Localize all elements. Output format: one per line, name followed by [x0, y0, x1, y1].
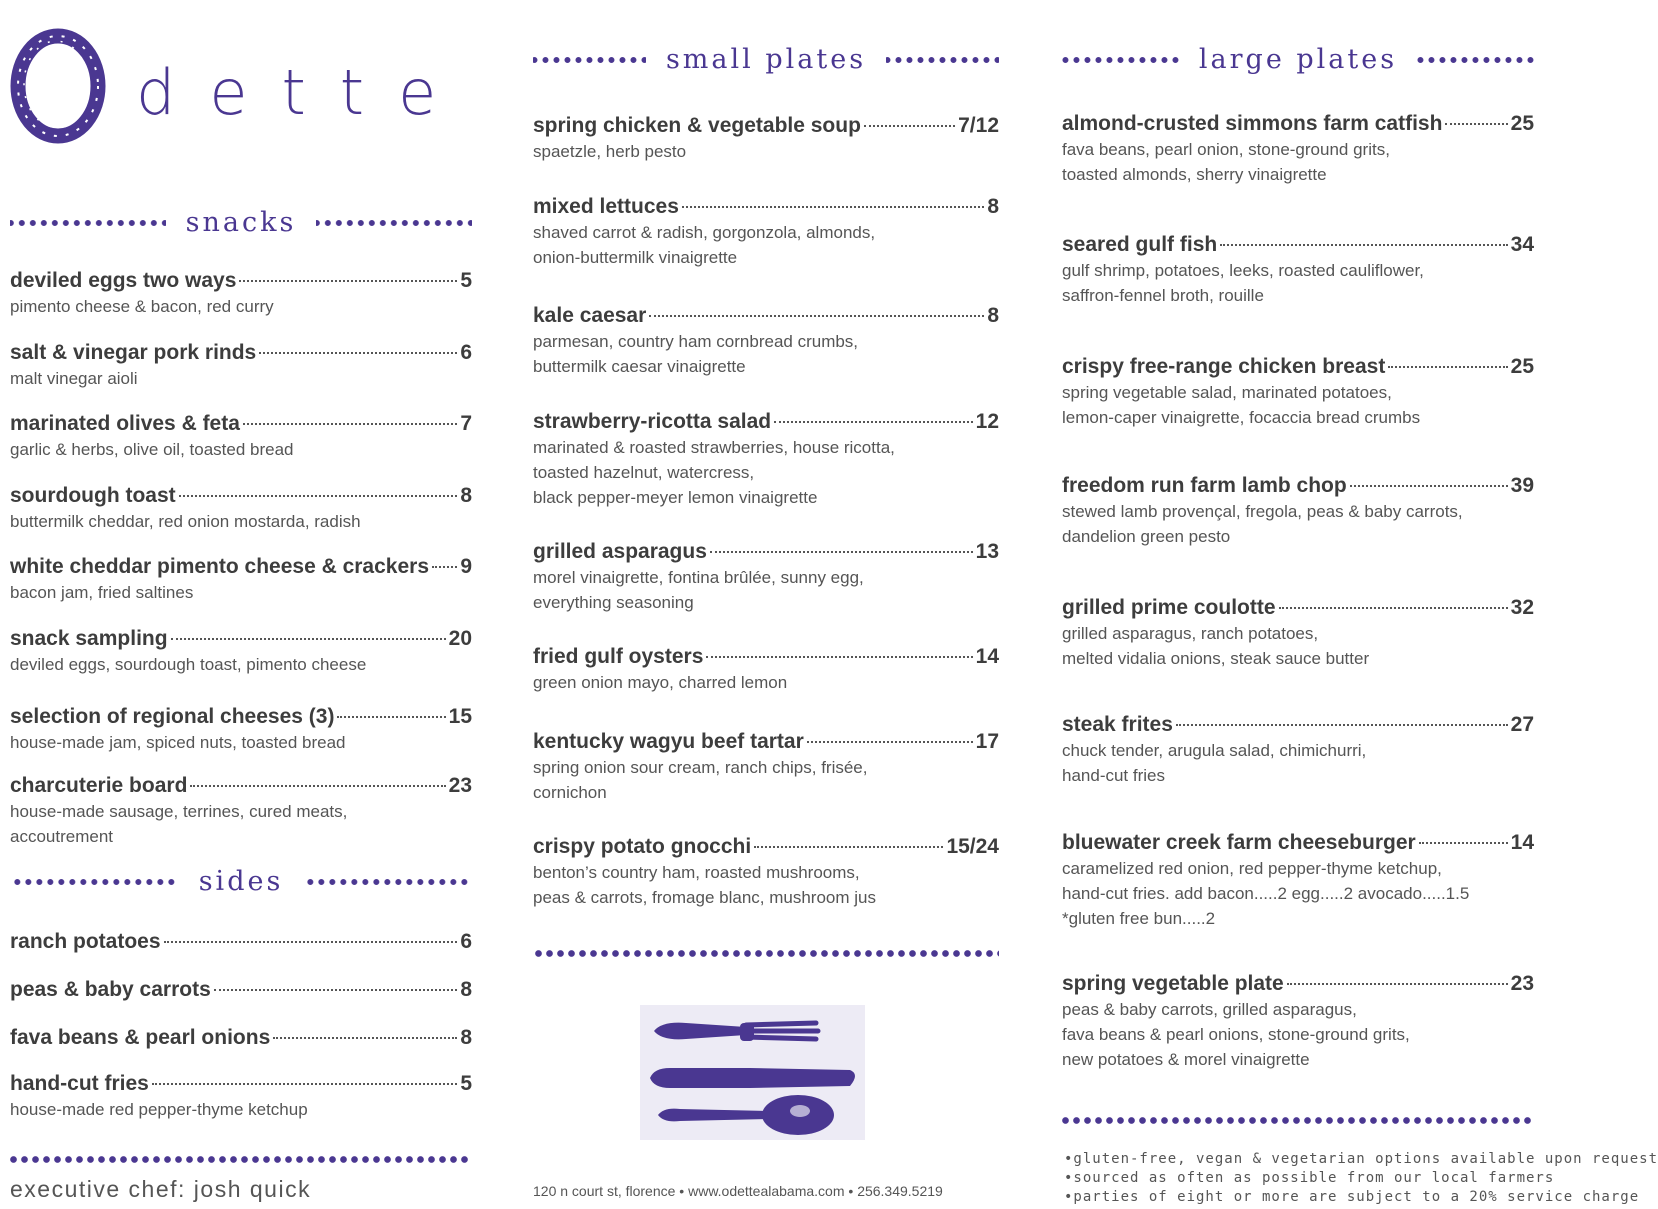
- item-name: fava beans & pearl onions: [10, 1026, 271, 1049]
- item-name: peas & baby carrots: [10, 978, 211, 1001]
- menu-item: [1062, 473, 1534, 549]
- item-desc: everything seasoning: [533, 593, 694, 612]
- menu-item: [533, 539, 999, 615]
- section-title: small plates: [665, 44, 867, 75]
- sides-header: [10, 866, 472, 897]
- item-desc: caramelized red onion, red pepper-thyme ketchup,: [1062, 859, 1442, 878]
- item-desc: black pepper-meyer lemon vinaigrette: [533, 488, 818, 507]
- item-name: bluewater creek farm cheeseburger: [1062, 831, 1416, 854]
- large-plates-header: [1062, 44, 1534, 75]
- item-name: kentucky wagyu beef tartar: [533, 730, 804, 753]
- item-desc: shaved carrot & radish, gorgonzola, almonds,: [533, 223, 876, 242]
- menu-item: [533, 113, 999, 164]
- section-title: sides: [198, 866, 284, 897]
- item-desc: peas & baby carrots, grilled asparagus,: [1062, 1000, 1357, 1019]
- item-desc: malt vinegar aioli: [10, 369, 138, 388]
- item-name: white cheddar pimento cheese & crackers: [10, 555, 430, 578]
- menu-item: [1062, 232, 1534, 308]
- dot-rule: [10, 219, 166, 227]
- item-price: 23: [448, 774, 472, 797]
- menu-item: [533, 644, 999, 695]
- item-name: charcuterie board: [10, 774, 188, 797]
- dot-rule: [886, 56, 999, 64]
- item-desc: parmesan, country ham cornbread crumbs,: [533, 332, 859, 351]
- note-line: •gluten-free, vegan & vegetarian options available upon request: [1064, 1151, 1658, 1167]
- dot-rule: [1417, 56, 1534, 64]
- utensils-stamp-icon: [640, 1005, 865, 1140]
- item-desc: fava beans, pearl onion, stone-ground grits,: [1062, 140, 1390, 159]
- menu-item: [10, 340, 472, 391]
- item-desc: saffron-fennel broth, rouille: [1062, 286, 1264, 305]
- item-name: grilled asparagus: [533, 540, 707, 563]
- item-name: spring vegetable plate: [1062, 972, 1284, 995]
- note-line: •parties of eight or more are subject to a 20% service charge: [1064, 1189, 1640, 1205]
- item-desc: *gluten free bun.....2: [1062, 909, 1216, 928]
- item-desc: stewed lamb provençal, fregola, peas & baby carrots,: [1062, 502, 1463, 521]
- item-name: almond-crusted simmons farm catfish: [1062, 112, 1443, 135]
- item-price: 23: [1510, 972, 1534, 995]
- item-price: 7/12: [958, 114, 999, 137]
- item-price: 8: [460, 978, 472, 1001]
- item-desc: spring vegetable salad, marinated potatoes,: [1062, 383, 1392, 402]
- item-name: seared gulf fish: [1062, 233, 1218, 256]
- logo-wordmark: dette: [136, 56, 471, 129]
- dot-rule: [8, 1155, 470, 1164]
- item-name: snack sampling: [10, 627, 168, 650]
- item-desc: pimento cheese & bacon, red curry: [10, 297, 274, 316]
- item-price: 8: [460, 1026, 472, 1049]
- menu-item: [10, 554, 472, 605]
- menu-item: [10, 929, 472, 955]
- item-desc: dandelion green pesto: [1062, 527, 1231, 546]
- item-desc: marinated & roasted strawberries, house ricotta,: [533, 438, 895, 457]
- item-desc: buttermilk cheddar, red onion mostarda, radish: [10, 512, 361, 531]
- item-desc: spring onion sour cream, ranch chips, frisée,: [533, 758, 868, 777]
- item-desc: bacon jam, fried saltines: [10, 583, 194, 602]
- item-desc: garlic & herbs, olive oil, toasted bread: [10, 440, 294, 459]
- menu-item: [10, 1071, 472, 1122]
- item-desc: benton’s country ham, roasted mushrooms,: [533, 863, 860, 882]
- item-desc: deviled eggs, sourdough toast, pimento cheese: [10, 655, 367, 674]
- menu-item: [1062, 595, 1534, 671]
- menu-item: [533, 194, 999, 270]
- item-price: 32: [1510, 596, 1534, 619]
- item-desc: gulf shrimp, potatoes, leeks, roasted cauliflower,: [1062, 261, 1424, 280]
- item-name: mixed lettuces: [533, 195, 679, 218]
- dot-rule: [533, 949, 999, 958]
- item-price: 15/24: [946, 835, 999, 858]
- dot-rule: [1062, 56, 1179, 64]
- item-price: 14: [1510, 831, 1534, 854]
- item-name: freedom run farm lamb chop: [1062, 474, 1347, 497]
- menu-item: [1062, 111, 1534, 187]
- menu-item: [533, 834, 999, 910]
- dot-rule: [303, 878, 472, 886]
- menu-item: [1062, 830, 1534, 931]
- item-desc: lemon-caper vinaigrette, focaccia bread crumbs: [1062, 408, 1421, 427]
- item-name: selection of regional cheeses (3): [10, 705, 335, 728]
- odette-logo: [8, 25, 471, 155]
- item-price: 8: [987, 195, 999, 218]
- item-price: 6: [460, 930, 472, 953]
- item-desc: onion-buttermilk vinaigrette: [533, 248, 738, 267]
- item-name: salt & vinegar pork rinds: [10, 341, 257, 364]
- address-line: 120 n court st, florence • www.odettealabama.com • 256.349.5219: [533, 1183, 943, 1199]
- small-plates-header: [533, 44, 999, 75]
- menu-item: [10, 704, 472, 755]
- item-desc: new potatoes & morel vinaigrette: [1062, 1050, 1310, 1069]
- menu-item: [10, 773, 472, 849]
- menu-item: [10, 411, 472, 462]
- menu-item: [1062, 971, 1534, 1072]
- item-desc: grilled asparagus, ranch potatoes,: [1062, 624, 1319, 643]
- item-price: 25: [1510, 355, 1534, 378]
- item-price: 5: [460, 269, 472, 292]
- item-desc: melted vidalia onions, steak sauce butter: [1062, 649, 1370, 668]
- note-line: •sourced as often as possible from our local farmers: [1064, 1170, 1555, 1186]
- item-name: crispy free-range chicken breast: [1062, 355, 1386, 378]
- menu-item: [1062, 712, 1534, 788]
- item-desc: toasted hazelnut, watercress,: [533, 463, 755, 482]
- dot-rule: [1060, 1116, 1534, 1125]
- section-title: snacks: [185, 207, 297, 238]
- item-name: deviled eggs two ways: [10, 269, 237, 292]
- dot-rule: [533, 56, 646, 64]
- item-name: sourdough toast: [10, 484, 176, 507]
- item-desc: fava beans & pearl onions, stone-ground grits,: [1062, 1025, 1410, 1044]
- item-price: 8: [460, 484, 472, 507]
- item-price: 39: [1510, 474, 1534, 497]
- item-price: 27: [1510, 713, 1534, 736]
- item-price: 17: [975, 730, 999, 753]
- item-desc: buttermilk caesar vinaigrette: [533, 357, 746, 376]
- item-price: 5: [460, 1072, 472, 1095]
- dietary-notes: [1064, 1150, 1658, 1207]
- item-price: 15: [448, 705, 472, 728]
- item-desc: house-made jam, spiced nuts, toasted bread: [10, 733, 346, 752]
- menu-item: [10, 977, 472, 1003]
- dot-rule: [10, 878, 179, 886]
- item-name: crispy potato gnocchi: [533, 835, 752, 858]
- item-desc: accoutrement: [10, 827, 113, 846]
- item-price: 14: [975, 645, 999, 668]
- item-name: grilled prime coulotte: [1062, 596, 1276, 619]
- snacks-header: [10, 207, 472, 238]
- item-price: 20: [448, 627, 472, 650]
- menu-item: [533, 409, 999, 510]
- item-price: 8: [987, 304, 999, 327]
- item-price: 7: [460, 412, 472, 435]
- item-name: kale caesar: [533, 304, 647, 327]
- menu-item: [1062, 354, 1534, 430]
- menu-item: [533, 729, 999, 805]
- dot-rule: [316, 219, 472, 227]
- item-price: 25: [1510, 112, 1534, 135]
- item-desc: spaetzle, herb pesto: [533, 142, 687, 161]
- item-price: 34: [1510, 233, 1534, 256]
- item-name: strawberry-ricotta salad: [533, 410, 772, 433]
- item-desc: cornichon: [533, 783, 607, 802]
- item-desc: peas & carrots, fromage blanc, mushroom jus: [533, 888, 876, 907]
- section-title: large plates: [1198, 44, 1398, 75]
- item-desc: hand-cut fries. add bacon.....2 egg.....2 avocado.....1.5: [1062, 884, 1470, 903]
- item-desc: morel vinaigrette, fontina brûlée, sunny egg,: [533, 568, 864, 587]
- item-price: 13: [975, 540, 999, 563]
- menu-item: [533, 303, 999, 379]
- item-name: marinated olives & feta: [10, 412, 240, 435]
- item-name: spring chicken & vegetable soup: [533, 114, 861, 137]
- executive-chef: executive chef: josh quick: [10, 1176, 312, 1202]
- item-desc: hand-cut fries: [1062, 766, 1165, 785]
- item-desc: house-made sausage, terrines, cured meats,: [10, 802, 348, 821]
- menu-item: [10, 268, 472, 319]
- item-name: steak frites: [1062, 713, 1173, 736]
- item-name: hand-cut fries: [10, 1072, 149, 1095]
- item-price: 12: [975, 410, 999, 433]
- item-name: ranch potatoes: [10, 930, 161, 953]
- item-desc: green onion mayo, charred lemon: [533, 673, 788, 692]
- item-name: fried gulf oysters: [533, 645, 704, 668]
- item-desc: chuck tender, arugula salad, chimichurri,: [1062, 741, 1367, 760]
- item-price: 9: [460, 555, 472, 578]
- item-desc: toasted almonds, sherry vinaigrette: [1062, 165, 1327, 184]
- menu-item: [10, 483, 472, 534]
- logo-o-stamp-icon: [10, 29, 106, 143]
- item-desc: house-made red pepper-thyme ketchup: [10, 1100, 308, 1119]
- menu-item: [10, 626, 472, 677]
- menu-item: [10, 1025, 472, 1051]
- item-price: 6: [460, 341, 472, 364]
